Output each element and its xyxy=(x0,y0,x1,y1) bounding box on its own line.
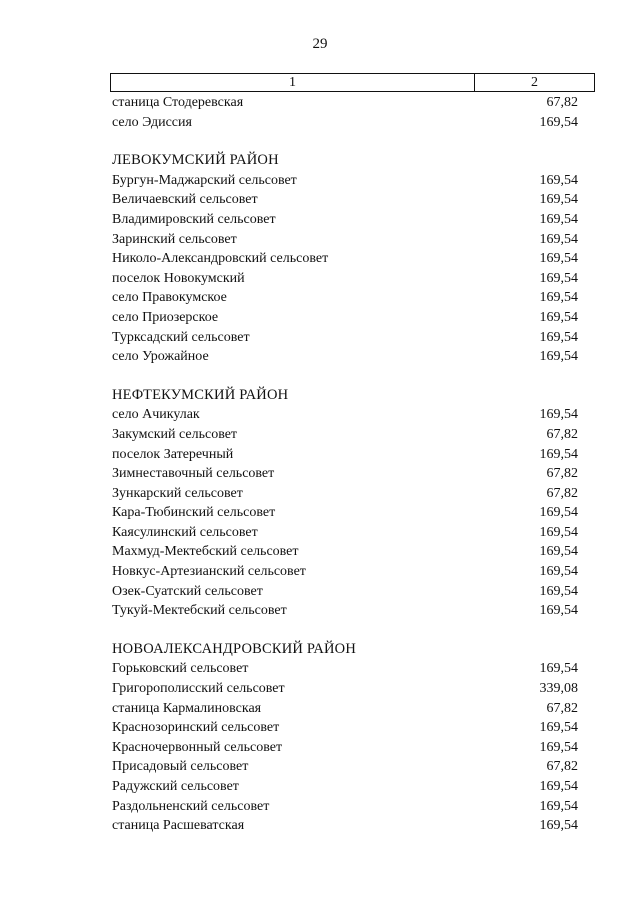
settlement-name: Закумский сельсовет xyxy=(112,426,238,442)
settlement-name: станица Стодеревская xyxy=(112,95,244,110)
column-header-2: 2 xyxy=(531,75,538,90)
settlement-value: 169,54 xyxy=(539,407,578,423)
table-row xyxy=(112,171,578,191)
district-title: НЕФТЕКУМСКИЙ РАЙОН xyxy=(112,386,289,403)
table-row xyxy=(112,308,578,328)
table-row xyxy=(112,523,578,543)
settlement-name: Кара-Тюбинский сельсовет xyxy=(112,505,276,521)
table-row xyxy=(112,679,578,699)
table-row xyxy=(112,210,578,230)
table-row xyxy=(112,484,578,504)
settlement-value: 169,54 xyxy=(539,329,578,345)
table-row xyxy=(112,445,578,465)
settlement-value: 169,54 xyxy=(539,349,578,365)
settlement-name: Турксадский сельсовет xyxy=(112,329,250,345)
settlement-value: 169,54 xyxy=(539,290,578,306)
table-row xyxy=(112,542,578,562)
settlement-value: 169,54 xyxy=(539,564,578,580)
table-row xyxy=(112,93,578,113)
settlement-value: 169,54 xyxy=(539,309,578,325)
settlement-value: 169,54 xyxy=(539,524,578,540)
table-row xyxy=(112,405,578,425)
table-header xyxy=(110,73,595,92)
settlement-value: 67,82 xyxy=(546,426,578,442)
settlement-name: Бургун-Маджарский сельсовет xyxy=(112,172,297,188)
settlement-name: Николо-Александровский сельсовет xyxy=(112,251,329,267)
settlement-name: Присадовый сельсовет xyxy=(112,759,249,775)
settlement-name: Краснозоринский сельсовет xyxy=(112,720,280,736)
column-header-1: 1 xyxy=(111,74,475,91)
settlement-name: село Эдиссия xyxy=(112,114,192,130)
settlement-name: Красночервонный сельсовет xyxy=(112,739,283,755)
settlement-name: Величаевский сельсовет xyxy=(112,192,258,208)
table-row xyxy=(112,503,578,523)
table-row xyxy=(112,659,578,679)
table-row xyxy=(112,230,578,250)
settlement-value: 169,54 xyxy=(539,603,578,619)
settlement-value: 169,54 xyxy=(539,446,578,462)
settlement-value: 169,54 xyxy=(539,251,578,267)
district-title: ЛЕВОКУМСКИЙ РАЙОН xyxy=(112,152,279,169)
settlement-value: 169,54 xyxy=(539,583,578,599)
settlement-name: село Приозерское xyxy=(112,309,219,325)
page-number: 29 xyxy=(312,36,328,52)
settlement-name: станица Расшеватская xyxy=(112,818,245,834)
table-row xyxy=(112,328,578,348)
settlement-name: Владимировский сельсовет xyxy=(112,211,276,227)
district-title: НОВОАЛЕКСАНДРОВСКИЙ РАЙОН xyxy=(112,640,357,657)
table-row xyxy=(112,816,578,836)
table-row xyxy=(112,288,578,308)
settlement-value: 67,82 xyxy=(546,700,578,716)
table-row xyxy=(112,797,578,817)
district-section xyxy=(112,151,578,367)
settlement-value: 67,82 xyxy=(546,759,578,775)
table-row xyxy=(112,738,578,758)
settlement-value: 67,82 xyxy=(546,95,578,110)
table-row xyxy=(112,582,578,602)
settlement-value: 169,54 xyxy=(539,114,578,130)
settlement-name: поселок Затеречный xyxy=(112,446,234,462)
table-row xyxy=(112,464,578,484)
table-row xyxy=(112,425,578,445)
table-row xyxy=(112,699,578,719)
table-row xyxy=(112,269,578,289)
settlement-value: 169,54 xyxy=(539,818,578,834)
table-row xyxy=(112,113,578,133)
settlement-value: 169,54 xyxy=(539,172,578,188)
top-rows xyxy=(112,93,578,132)
settlement-name: село Ачикулак xyxy=(112,407,200,423)
settlement-value: 169,54 xyxy=(539,270,578,286)
table-row xyxy=(112,347,578,367)
settlement-value: 169,54 xyxy=(539,779,578,794)
settlement-value: 169,54 xyxy=(539,720,578,736)
district-section xyxy=(112,640,578,836)
table-row xyxy=(112,718,578,738)
settlement-name: Новкус-Артезианский сельсовет xyxy=(112,564,306,580)
settlement-name: Радужский сельсовет xyxy=(112,779,239,794)
document-body xyxy=(112,93,578,836)
settlement-name: Горьковский сельсовет xyxy=(112,661,249,677)
settlement-value: 169,54 xyxy=(539,231,578,247)
settlement-value: 169,54 xyxy=(539,192,578,208)
settlement-name: Раздольненский сельсовет xyxy=(112,798,270,814)
table-row xyxy=(112,190,578,210)
settlement-name: Зункарский сельсовет xyxy=(112,485,243,501)
settlement-value: 67,82 xyxy=(546,466,578,482)
settlement-name: Озек-Суатский сельсовет xyxy=(112,583,263,599)
settlement-name: станица Кармалиновская xyxy=(112,700,262,716)
settlement-value: 169,54 xyxy=(539,211,578,227)
settlement-name: село Правокумское xyxy=(112,290,227,306)
settlement-value: 67,82 xyxy=(546,485,578,501)
settlement-name: Зимнеставочный сельсовет xyxy=(112,466,275,482)
table-row xyxy=(112,757,578,777)
table-row xyxy=(112,562,578,582)
settlement-value: 339,08 xyxy=(539,681,578,697)
table-row xyxy=(112,249,578,269)
settlement-name: село Урожайное xyxy=(112,349,209,365)
settlement-value: 169,54 xyxy=(539,505,578,521)
settlement-value: 169,54 xyxy=(539,544,578,560)
settlement-value: 169,54 xyxy=(539,798,578,814)
settlement-name: Григорополисский сельсовет xyxy=(112,681,285,697)
settlement-value: 169,54 xyxy=(539,739,578,755)
district-section xyxy=(112,386,578,621)
table-row xyxy=(112,601,578,621)
settlement-name: Махмуд-Мектебский сельсовет xyxy=(112,544,299,560)
settlement-name: Заринский сельсовет xyxy=(112,231,237,247)
settlement-name: поселок Новокумский xyxy=(112,270,245,286)
settlement-value: 169,54 xyxy=(539,661,578,677)
settlement-name: Тукуй-Мектебский сельсовет xyxy=(112,603,287,619)
settlement-name: Каясулинский сельсовет xyxy=(112,524,258,540)
table-row xyxy=(112,777,578,797)
district-sections xyxy=(112,151,578,836)
